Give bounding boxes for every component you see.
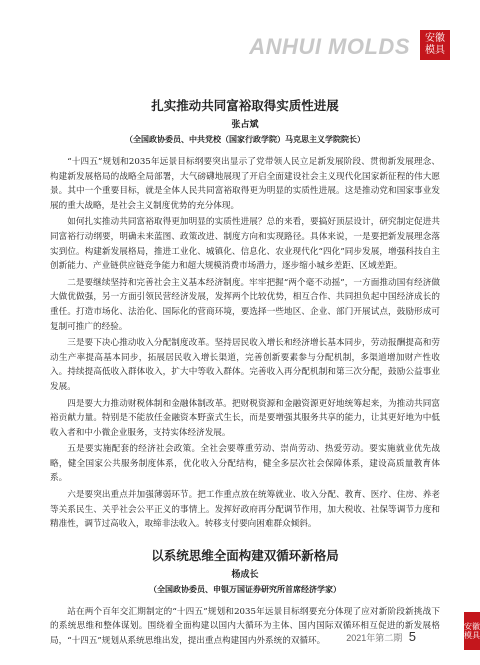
paragraph: 二是要继续坚持和完善社会主义基本经济制度。牢牢把握“两个毫不动摇”，一方面推动国有经济做大做优做强，另一方面引领民营经济发展，发挥两个比较优势，相互合作、共同担负起中国经济成长的重任。打造市场化、法治化、国际化的营商环境，要选择一些地区、企业、部门开展试点，鼓励形成可复制可推广的经验。: [50, 277, 440, 332]
article-author: 张占斌: [231, 120, 259, 130]
issue-label: 2021年第二期: [346, 633, 403, 643]
article-author: 杨成长: [231, 569, 259, 580]
paragraph: “十四五”规划和2035年远景目标纲要突出显示了党带领人民立足新发展阶段、贯彻新发展理念、构建新发展格局的战略全局部署，大气磅礴地展现了开启全面建设社会主义现代化国家新征程的伟大愿景。其中一个重要目标，就是全体人民共同富裕取得更为明显的实质性进展。这是推动党和国家事业发展的重大战略，是社会主义制度优势的充分体现。: [50, 157, 440, 211]
article-affiliation: （全国政协委员、中共党校（国家行政学院）马克思主义学院院长）: [125, 134, 365, 144]
article-title: 以系统思维全面构建双循环新格局: [151, 547, 339, 563]
paragraph: 如何扎实推动共同富裕取得更加明显的实质性进展？总的来看，要搞好顶层设计，研究制定促进共同富裕行动纲要，明确未来蓝图、政策改进、制度方向和实现路径。具体来说，一是要把新发展理念落实到位。构建新发展格局，推进工业化、城镇化、信息化、农业现代化“四化”同步发展，增强科技自主创新能力、产业链供应链竞争能力和超大规模消费市场潜力，逐步缩小城乡差距、区域差距。: [50, 217, 440, 272]
side-tab-line2: 模具: [464, 631, 480, 640]
paragraph: 站在两个百年交汇期制定的“十四五”规划和2035年远景目标纲要充分体现了应对新阶段新挑战下的系统思维和整体谋划。围绕着全面构建以国内大循环为主体、国内国际双循环相互促进的新发展格局，“十四五”规划从系统思维出发，提出重点构建国内外系统的双循环。: [50, 606, 440, 647]
brand-badge-line2: 模具: [425, 45, 445, 56]
paragraph: 六是要突出重点并加强薄弱环节。把工作重点放在统筹就业、收入分配、教育、医疗、住房、养老等关系民生、关乎社会公平正义的事情上。发挥好政府再分配调节作用，加大税收、社保等调节力度和精准性，调节过高收入，取缔非法收入。转移支付要向困难群众倾斜。: [50, 490, 440, 530]
page-header: [0, 0, 480, 64]
brand-badge-line1: 安徽: [425, 33, 445, 44]
magazine-logo: ANHUI MOLDS: [249, 34, 410, 59]
side-tab: [464, 612, 480, 650]
article-title: 扎实推动共同富裕取得实质性进展: [151, 98, 339, 113]
paragraph: 四是要大力推动财税体制和金融体制改革。把财税资源和金融资源更好地统筹起来，为推动共同富裕贡献力量。特别是不能放任金融资本野蛮式生长，而是要增强其服务共享的能力，让其更好地为中低收入者和中小微企业服务，支持实体经济发展。: [50, 398, 440, 438]
paragraph: 五是要实施配套的经济社会政策。全社会要尊重劳动、崇尚劳动、热爱劳动。要实施就业优先战略，健全国家公共服务制度体系，优化收入分配结构，健全多层次社会保障体系，建设高质量教育体系。: [50, 444, 440, 484]
page-footer: [346, 629, 416, 644]
side-tab-line1: 安徽: [464, 622, 480, 631]
article-affiliation: （全国政协委员、申银万国证券研究所首席经济学家）: [149, 583, 341, 594]
article-content: [50, 96, 440, 651]
paragraph: 三是要下决心推动收入分配制度改革。坚持居民收入增长和经济增长基本同步，劳动报酬提高和劳动生产率提高基本同步，拓展居民收入增长渠道，完善创新要素参与分配机制，多渠道增加财产性收入。持续提高低收入群体收入，扩大中等收入群体。完善收入再分配机制和第三次分配，鼓励公益事业发展。: [50, 338, 440, 392]
brand-badge: [420, 30, 450, 60]
page-number: 5: [408, 629, 416, 644]
